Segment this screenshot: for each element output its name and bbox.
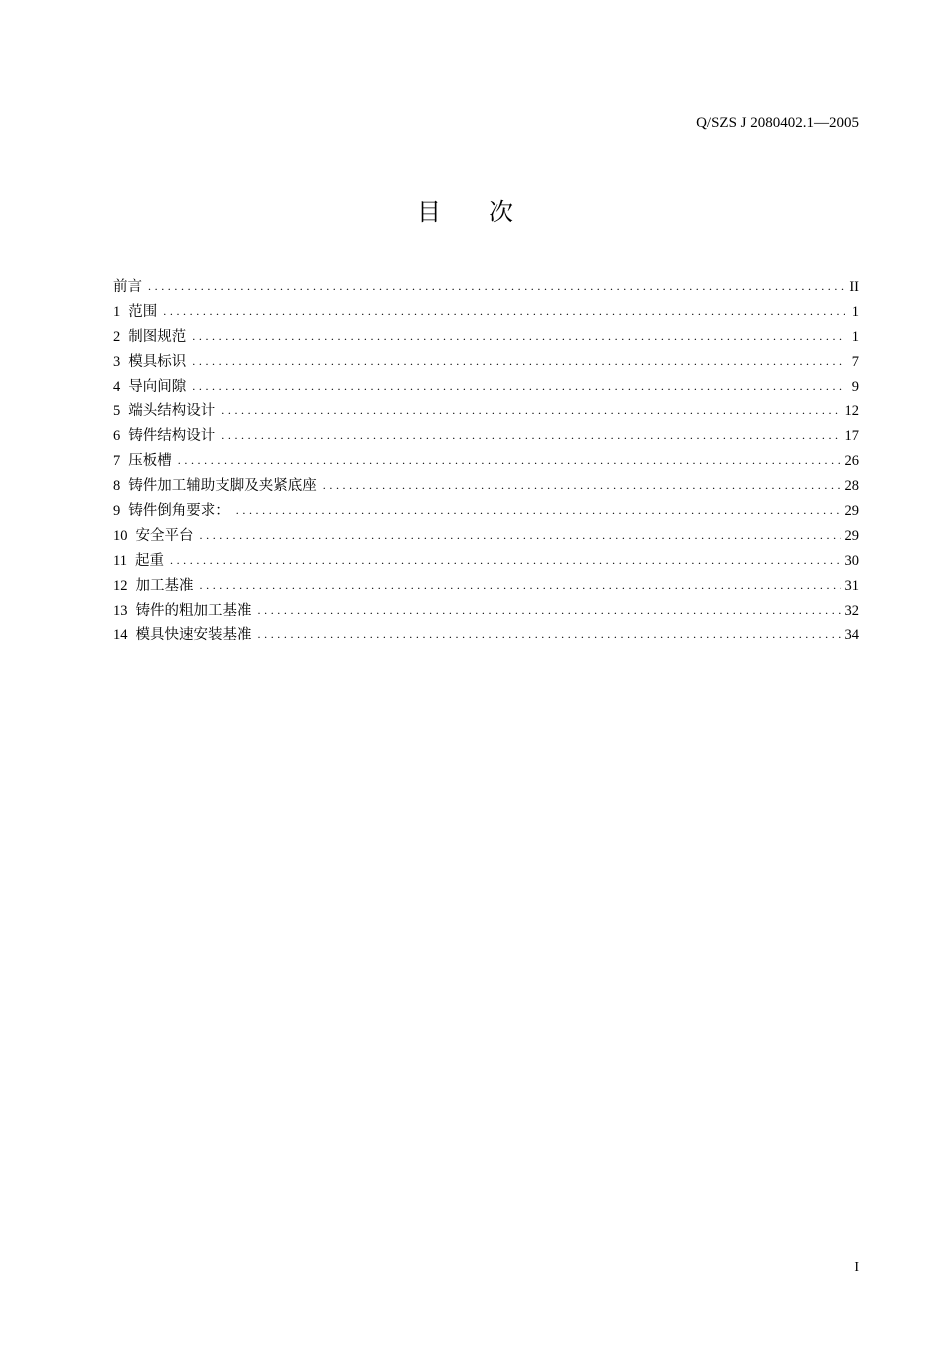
toc-entry-8[interactable] [113,474,859,499]
toc-entry-label: 范围 [128,303,158,320]
toc-leader-dots [192,374,845,399]
toc-entry-page: 34 [844,627,859,644]
toc-entry-12[interactable] [113,574,859,599]
toc-entry-label: 模具标识 [128,353,187,370]
toc-leader-dots [221,423,840,448]
page-number: I [854,1260,859,1275]
toc-entry-number: 9 [113,503,121,520]
toc-entry-page: 32 [844,602,859,619]
toc-entry-3[interactable] [113,350,859,375]
toc-entry-label: 铸件加工辅助支脚及夹紧底座 [128,478,317,495]
toc-entry-number: 13 [113,602,128,619]
toc-entry-page: 12 [844,403,859,420]
toc-entry-label: 模具快速安装基准 [135,627,252,644]
toc-entry-7[interactable] [113,449,859,474]
toc-entry-4[interactable] [113,375,859,400]
document-code: Q/SZS J 2080402.1—2005 [696,115,859,131]
toc-entry-number: 7 [113,453,121,470]
toc-entry-number: 3 [113,353,121,370]
toc-entry-label: 前言 [113,279,142,295]
page-title: 目次 [417,198,561,226]
toc-leader-dots [192,349,845,374]
toc-leader-dots [148,274,845,299]
toc-entry-label: 加工基准 [135,577,194,594]
toc-entry-page: 28 [844,478,859,495]
toc-entry-1[interactable] [113,300,859,325]
toc-entry-page: 7 [851,353,859,370]
toc-leader-dots [236,498,841,523]
table-of-contents [113,275,859,648]
toc-entry-number: 2 [113,328,121,345]
toc-entry-label: 起重 [134,552,164,569]
toc-entry-label: 端头结构设计 [128,403,216,420]
toc-entry-page: 26 [844,453,859,470]
toc-entry-number: 1 [113,303,121,320]
toc-entry-page: 31 [844,577,859,594]
toc-entry-page: 1 [851,328,859,345]
toc-entry-number: 5 [113,403,121,420]
toc-leader-dots [323,473,841,498]
toc-entry-5[interactable] [113,399,859,424]
toc-leader-dots [170,548,841,573]
toc-entry-label: 压板槽 [128,453,172,470]
toc-entry-page: 29 [844,527,859,544]
toc-entry-label: 铸件倒角要求： [128,503,230,520]
toc-entry-label: 安全平台 [135,527,194,544]
toc-entry-page: II [849,279,859,295]
toc-leader-dots [200,523,841,548]
toc-leader-dots [163,299,845,324]
toc-entry-number: 6 [113,428,121,445]
toc-entry-14[interactable] [113,623,859,648]
toc-entry-number: 8 [113,478,121,495]
toc-entry-number: 14 [113,627,128,644]
toc-entry-page: 30 [844,552,859,569]
toc-entry-preface[interactable] [113,275,859,300]
toc-entry-page: 17 [844,428,859,445]
toc-entry-label: 铸件的粗加工基准 [135,602,252,619]
toc-entry-10[interactable] [113,524,859,549]
toc-entry-11[interactable] [113,549,859,574]
toc-entry-13[interactable] [113,599,859,624]
toc-entry-page: 1 [851,303,859,320]
toc-leader-dots [178,448,841,473]
toc-leader-dots [258,598,841,623]
toc-leader-dots [192,324,845,349]
toc-entry-9[interactable] [113,499,859,524]
toc-leader-dots [200,573,841,598]
toc-leader-dots [258,622,841,647]
toc-entry-2[interactable] [113,325,859,350]
toc-entry-page: 9 [851,378,859,395]
toc-entry-number: 12 [113,577,128,594]
toc-entry-number: 10 [113,527,128,544]
toc-entry-number: 4 [113,378,121,395]
toc-entry-page: 29 [844,503,859,520]
toc-entry-6[interactable] [113,424,859,449]
toc-entry-label: 制图规范 [128,328,187,345]
toc-leader-dots [221,398,840,423]
toc-entry-label: 铸件结构设计 [128,428,216,445]
toc-entry-label: 导向间隙 [128,378,187,395]
toc-entry-number: 11 [113,552,127,569]
